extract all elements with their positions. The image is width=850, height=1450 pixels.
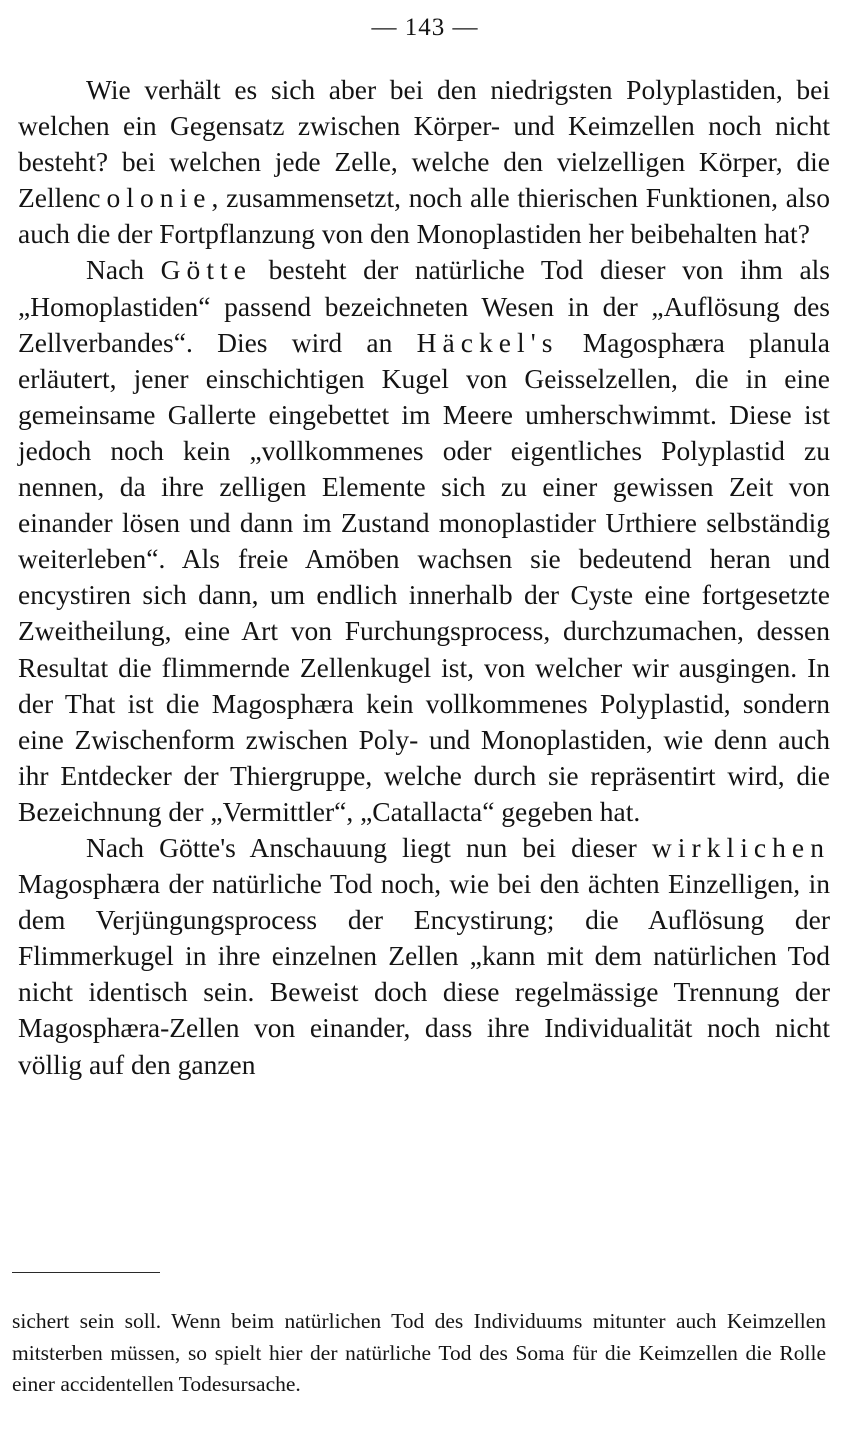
text-segment: besteht der natürliche Tod dieser von ihm als „Homoplastiden“ passend bezeichneten Wesen in der „Auflösung des Zellverbandes“. Dies wird an — [18, 254, 830, 358]
footnote-text: sichert sein soll. Wenn beim natürlichen Tod des Individuums mitunter auch Keimzellen mitsterben müssen, so spielt hier der natürliche Tod des Soma für die Keimzellen die Rolle einer accidentellen Todesursache. — [12, 1309, 826, 1396]
page-number: — 143 — — [371, 14, 479, 41]
emphasis-spaced-text: colonie — [88, 182, 212, 214]
text-segment: Magosphæra der natürliche Tod noch, wie bei den ächten Einzelligen, in dem Verjüngungsprocess der Encystirung; die Auflösung der Flimmerkugel in ihre einzelnen Zellen „kann mit dem natürlichen Tod nicht identisch sein. Beweist doch diese regelmässige Trennung der Magosphæra-Zellen von einander, dass ihre Individualität noch nicht völlig auf den ganzen — [18, 868, 830, 1080]
text-segment: Wie verhält es sich aber bei den niedrigsten Polyplastiden, bei welchen ein Gegensatz zwischen Körper- und Keimzellen noch nicht besteht? bei welchen jede Zelle, welche den vielzelligen Körper, die Zellen — [18, 74, 830, 214]
paragraph-2 — [18, 252, 830, 830]
text-segment: Magosphæra planula erläutert, jener einschichtigen Kugel von Geisselzellen, die in eine gemeinsame Gallerte eingebettet im Meere umherschwimmt. Diese ist jedoch noch kein „vollkommenes oder eigentliches Polyplastid zu nennen, da ihre zelligen Elemente sich zu einer gewissen Zeit von einander lösen und dann im Zustand monoplastider Urthiere selbständig weiterleben“. Als freie Amöben wachsen sie bedeutend heran und encystiren sich dann, um endlich innerhalb der Cyste eine fortgesetzte Zweitheilung, eine Art von Furchungsprocess, durchzumachen, dessen Resultat die flimmernde Zellenkugel ist, von welcher wir ausgingen. In der That ist die Magosphæra kein vollkommenes Polyplastid, sondern eine Zwischenform zwischen Poly- und Monoplastiden, wie denn auch ihr Entdecker der Thiergruppe, welche durch sie repräsentirt wird, die Bezeichnung der „Vermittler“, „Catallacta“ gegeben hat. — [18, 326, 830, 827]
paragraph-3 — [18, 830, 830, 1083]
footnote — [12, 1306, 826, 1401]
emphasis-spaced-text: Götte — [160, 254, 252, 286]
paragraph-1 — [18, 72, 830, 252]
footnote-divider — [12, 1272, 160, 1273]
emphasis-spaced-text: wirklichen — [651, 831, 830, 863]
text-segment: , zusammensetzt, noch alle thierischen Funktionen, also auch die der Fortpflanzung von den Monoplastiden her beibehalten hat? — [18, 182, 830, 250]
main-text — [18, 72, 830, 1083]
text-segment: Nach — [86, 254, 161, 286]
text-segment: Nach Götte's Anschauung liegt nun bei dieser — [86, 831, 652, 863]
emphasis-spaced-text: Häckel's — [416, 326, 559, 358]
